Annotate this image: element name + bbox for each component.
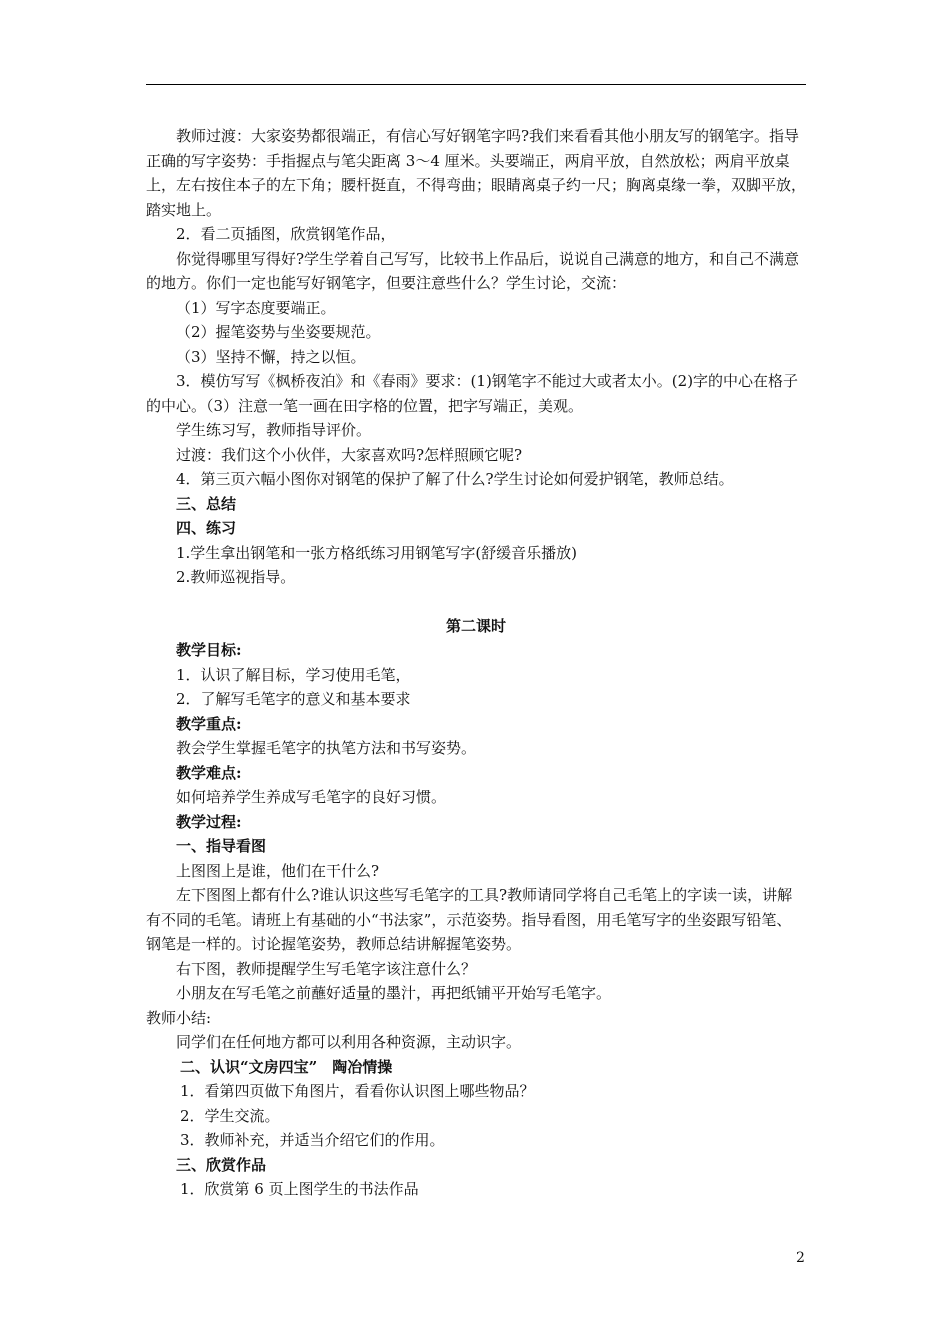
list-item-2: （2）握笔姿势与坐姿要规范。	[176, 323, 381, 341]
page-content	[146, 124, 806, 1202]
heading-difficulty: 教学难点:	[176, 763, 242, 782]
paragraph-transition-2: 过渡：我们这个小伙伴，大家喜欢吗?怎样照顾它呢?	[176, 445, 523, 464]
teacher-summary-label: 教师小结:	[146, 1008, 212, 1027]
heading-step-3: 三、欣赏作品	[176, 1155, 267, 1174]
heading-step-1: 一、指导看图	[176, 837, 267, 855]
step1-text-3: 右下图，教师提醒学生写毛笔字该注意什么？	[176, 959, 477, 978]
step2-item-3: 3．教师补充，并适当介绍它们的作用。	[180, 1131, 445, 1149]
list-item-1: （1）写字态度要端正。	[176, 298, 336, 317]
paragraph-step-2: 2．看二页插图，欣赏钢笔作品，	[176, 225, 396, 243]
step1-text-1: 上图图上是谁，他们在干什么?	[176, 861, 380, 880]
heading-practice: 四、练习	[176, 519, 237, 537]
list-item-3: （3）坚持不懈，持之以恒。	[176, 347, 366, 366]
paragraph-discussion: 你觉得哪里写得好?学生学着自己写写，比较书上作品后，说说自己满意的地方，和自己不满意的地方。你们一定也能写好钢笔字，但要注意些什么？学生讨论，交流：	[146, 249, 800, 292]
practice-item-1: 1.学生拿出钢笔和一张方格纸练习用钢笔写字(舒缓音乐播放)	[176, 543, 578, 562]
heading-key-point: 教学重点:	[176, 714, 242, 733]
step1-text-4: 小朋友在写毛笔之前蘸好适量的墨汁，再把纸铺平开始写毛笔字。	[176, 984, 612, 1002]
paragraph-transition: 教师过渡：大家姿势都很端正，有信心写好钢笔字吗?我们来看看其他小朋友写的钢笔字。指导正确的写字姿势：手指握点与笔尖距离 3～4 厘米。头要端正，两肩平放，自然放松；两肩平放桌上，左右按住本子的左下角；腰杆挺直，不得弯曲；眼睛离桌子约一尺；胸离桌缘一拳，双脚平放，踏实地上。	[146, 127, 807, 219]
goal-item-2: 2．了解写毛笔字的意义和基本要求	[176, 690, 411, 708]
step1-text-2: 左下图图上都有什么?谁认识这些写毛笔字的工具?教师请同学将自己毛笔上的字读一读，讲解有不同的毛笔。请班上有基础的小“书法家”，示范姿势。指导看图，用毛笔写字的坐姿跟写铅笔、钢笔是一样的。讨论握笔姿势，教师总结讲解握笔姿势。	[146, 886, 793, 953]
teacher-summary-text: 同学们在任何地方都可以利用各种资源，主动识字。	[176, 1033, 522, 1051]
key-point-text: 教会学生掌握毛笔字的执笔方法和书写姿势。	[176, 739, 477, 757]
heading-summary: 三、总结	[176, 494, 237, 513]
step2-item-2: 2．学生交流。	[180, 1106, 280, 1125]
paragraph-practice: 学生练习写，教师指导评价。	[176, 421, 372, 439]
step3-item-1: 1．欣赏第 6 页上图学生的书法作品	[180, 1180, 419, 1198]
step2-item-1: 1．看第四页做下角图片，看看你认识图上哪些物品？	[180, 1082, 535, 1100]
heading-goals: 教学目标:	[176, 641, 242, 659]
page-number: 2	[796, 1250, 805, 1266]
lesson-title: 第二课时	[445, 616, 506, 635]
heading-step-2: 二、认识“文房四宝” 陶冶情操	[180, 1057, 393, 1076]
paragraph-step-3: 3．模仿写写《枫桥夜泊》和《春雨》要求：(1)钢笔字不能过大或者太小。(2)字的中心在格子的中心。（3）注意一笔一画在田字格的位置，把字写端正，美观。	[146, 372, 799, 415]
goal-item-1: 1．认识了解目标，学习使用毛笔，	[176, 665, 411, 684]
header-rule	[146, 84, 806, 85]
paragraph-step-4: 4．第三页六幅小图你对钢笔的保护了解了什么?学生讨论如何爱护钢笔，教师总结。	[176, 470, 734, 488]
practice-item-2: 2.教师巡视指导。	[176, 568, 296, 586]
heading-process: 教学过程:	[176, 812, 242, 831]
difficulty-text: 如何培养学生养成写毛笔字的良好习惯。	[176, 788, 447, 806]
